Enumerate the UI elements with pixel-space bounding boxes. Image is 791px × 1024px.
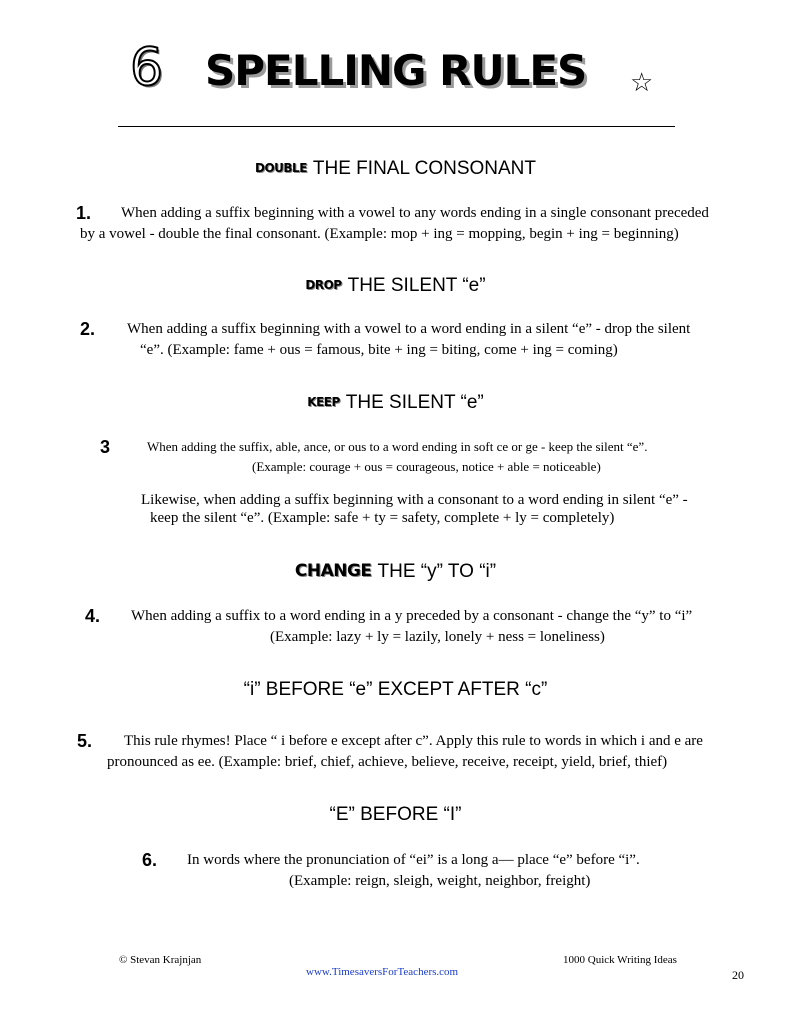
rule-4-number: 4. xyxy=(85,606,101,626)
rule-1-heading-text: THE FINAL CONSONANT xyxy=(312,158,536,179)
footer-copyright: © Stevan Krajnjan xyxy=(119,954,202,966)
rule-5-heading-text: “i” BEFORE “e” EXCEPT AFTER “c” xyxy=(243,679,548,700)
star-icon: ☆ xyxy=(630,68,654,97)
rule-2-heading xyxy=(0,274,791,297)
title-divider xyxy=(118,126,675,127)
rule-4-line-1: When adding a suffix to a word ending in a y preceded by a consonant - change the “y” to “i” xyxy=(131,608,693,624)
page-number: 20 xyxy=(732,968,744,982)
rule-5-line-2: pronounced as ee. (Example: brief, chief, achieve, believe, receive, receipt, yield, brief, thief) xyxy=(107,754,668,770)
rule-3-number: 3 xyxy=(100,437,111,457)
rule-4-heading xyxy=(0,560,791,583)
rule-3-heading-deco: KEEP xyxy=(307,395,340,409)
rule-4-line-2: (Example: lazy + ly = lazily, lonely + ness = loneliness) xyxy=(270,629,605,645)
footer-book-title: 1000 Quick Writing Ideas xyxy=(563,954,677,966)
rule-6-number: 6. xyxy=(142,850,158,870)
title-number: 6 xyxy=(130,38,164,98)
rule-3-heading-text: THE SILENT “e” xyxy=(345,392,484,413)
rule-3-line-3: Likewise, when adding a suffix beginning with a consonant to a word ending in silent “e” - xyxy=(141,492,688,508)
rule-2-line-2: “e”. (Example: fame + ous = famous, bite + ing = biting, come + ing = coming) xyxy=(140,342,618,358)
rule-6-line-1: In words where the pronunciation of “ei” is a long a— place “e” before “i”. xyxy=(187,852,640,868)
page-title: SPELLING RULES xyxy=(205,46,587,95)
footer-website-link[interactable]: www.TimesaversForTeachers.com xyxy=(306,966,459,978)
rule-5-number: 5. xyxy=(77,731,93,751)
rule-6-heading xyxy=(0,804,791,826)
rule-1-heading-deco: DOUBLE xyxy=(255,161,307,175)
rule-2-number: 2. xyxy=(80,319,96,339)
rule-3-heading xyxy=(0,391,791,414)
rule-2-heading-text: THE SILENT “e” xyxy=(347,275,486,296)
rule-1-line-2: by a vowel - double the final consonant. (Example: mop + ing = mopping, begin + ing = beginning) xyxy=(80,226,679,242)
rule-1-heading xyxy=(0,157,791,180)
rule-3-line-1: When adding the suffix, able, ance, or ous to a word ending in soft ce or ge - keep the silent “e”. xyxy=(147,439,648,454)
rule-5-line-1: This rule rhymes! Place “ i before e except after c”. Apply this rule to words in which i and e are xyxy=(124,733,703,749)
rule-6-line-2: (Example: reign, sleigh, weight, neighbor, freight) xyxy=(289,873,591,889)
rule-4-heading-deco: CHANGE xyxy=(294,561,372,581)
rule-1-line-1: When adding a suffix beginning with a vowel to any words ending in a single consonant preceded xyxy=(121,205,709,221)
rule-2-heading-deco: DROP xyxy=(305,278,342,292)
rule-3-line-4: keep the silent “e”. (Example: safe + ty = safety, complete + ly = completely) xyxy=(150,510,615,526)
rule-4-heading-text: THE “y” TO “i” xyxy=(377,561,497,582)
rule-6-heading-text: “E” BEFORE “I” xyxy=(329,804,462,825)
rule-1-number: 1. xyxy=(76,203,92,223)
rule-5-heading xyxy=(0,679,791,701)
rule-2-line-1: When adding a suffix beginning with a vowel to a word ending in a silent “e” - drop the silent xyxy=(127,321,691,337)
rule-3-line-2: (Example: courage + ous = courageous, notice + able = noticeable) xyxy=(252,459,601,474)
